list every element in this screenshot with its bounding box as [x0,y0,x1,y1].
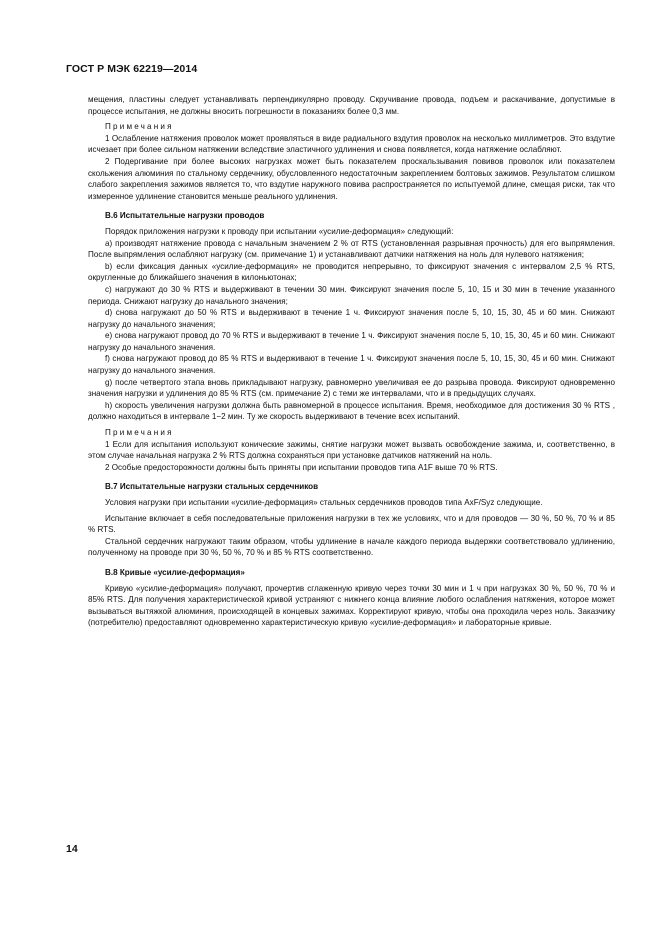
list-item: а) производят натяжение провода с начальным значением 2 % от RTS (установленная разрывная прочность) для его выпрямления. После выпрямления ослабляют нагрузку (см. примечание 1) и устанавливают датчики натяжения на ноль для нулевого натяжения; [88,238,615,260]
paragraph: Испытание включает в себя последовательные приложения нагрузки в тех же условиях, что и для проводов — 30 %, 50 %, 70 % и 85 % RTS. [88,513,615,535]
paragraph: Кривую «усилие-деформация» получают, прочертив сглаженную кривую через точки 30 мин и 1 ч при нагрузках 30 %, 50 %, 70 % и 85% RTS. Для получения характеристической кривой устраняют с нижнего конца влияние любого ослабления натяжения, которое может вызываться вытяжкой алюминия, происходящей в концевых зажимах. Корректируют кривую, чтобы она проходила через ноль. Заказчику (потребителю) предоставляют одновременно характеристическую кривую «усилие-деформация» и лабораторные кривые. [88,583,615,628]
note-item: 2 Особые предосторожности должны быть приняты при испытании проводов типа A1F выше 70 % RTS. [105,462,498,472]
list-item: f) снова нагружают провод до 85 % RTS и выдерживают в течение 1 ч. Фиксируют значения после 5, 10, 15, 30, 45 и 60 мин. Снижают нагрузку до начального значения. [88,354,615,376]
notes-title: Примечания [105,122,174,132]
page-number: 14 [66,843,78,855]
note-item: 2 Подергивание при более высоких нагрузках может быть показателем проскальзывания повивов проволок или показателем скольжения алюминия по стальному сердечнику, обусловленного недостаточным закреплением болтовых зажимов. Результатом слишком слабого закрепления зажимов является то, что вздутие наружного повива распространяется по испытуемой длине, смещая риски, так что измеренное удлинение становится меньше реального удлинения. [88,156,615,201]
note-item: 1 Ослабление натяжения проволок может проявляться в виде радиального вздутия проволок на несколько миллиметров. Это вздутие исчезает при более сильном натяжении вследствие эластичного удлинения и снова появляется, когда натяжение ослабляют. [88,133,615,155]
section-heading-b8: В.8 Кривые «усилие-деформация» [105,567,245,577]
intro-paragraph: мещения, пластины следует устанавливать перпендикулярно проводу. Скручивание провода, подъем и раскачивание, допустимые в процессе испытания, не должны вносить погрешности в показаниях более 0,3 мм. [88,95,615,116]
list-item: g) после четвертого этапа вновь прикладывают нагрузку, равномерно увеличивая ее до разрыва провода. Фиксируют одновременно значения нагрузки и удлинения до 85 % RTS (см. примечание 2) с теми же интервалами, что и в предыдущих случаях. [88,377,615,399]
notes-title: Примечания [105,428,174,438]
section-heading-b6: В.6 Испытательные нагрузки проводов [105,211,265,221]
list-item: d) снова нагружают до 50 % RTS и выдерживают в течение 1 ч. Фиксируют значения после 5, 10, 15, 30, 45 и 60 мин. Снижают нагрузку до начального значения; [88,308,615,329]
document-header: ГОСТ Р МЭК 62219—2014 [66,63,198,75]
paragraph: Условия нагрузки при испытании «усилие-деформация» стальных сердечников проводов типа AxF/Syz следующие. [105,498,543,507]
list-item: e) снова нагружают провод до 70 % RTS и выдерживают в течение 1 ч. Фиксируют значения после 5, 10, 15, 30, 45 и 60 мин. Снижают нагрузку до начального значения. [88,331,615,352]
paragraph: Порядок приложения нагрузки к проводу при испытании «усилие-деформация» следующий: [105,226,454,236]
section-heading-b7: В.7 Испытательные нагрузки стальных сердечников [105,482,319,492]
list-item: h) скорость увеличения нагрузки должна быть равномерной в процессе испытания. Время, необходимое для достижения 30 % RTS , должно находиться в интервале 1−2 мин. Ту же скорость выдерживают в течение всех испытаний. [88,400,615,422]
list-item: b) если фиксация данных «усилие-деформация» не проводится непрерывно, то фиксируют значения с интервалом 2,5 % RTS, округленные до ближайшего значения в килоньютонах; [88,261,615,283]
paragraph: Стальной сердечник нагружают таким образом, чтобы удлинение в начале каждого периода выдержки соответствовало удлинению, полученному на проводе при 30 %, 50 %, 70 % и 85 % RTS соответственно. [88,536,615,558]
list-item: c) нагружают до 30 % RTS и выдерживают в течении 30 мин. Фиксируют значения после 5, 10, 15 и 30 мин в течение указанного периода. Снижают нагрузку до начального значения; [88,284,615,306]
note-item: 1 Если для испытания используют конические зажимы, снятие нагрузки может вызвать освобождение зажима, и, соответственно, в этом случае начальная нагрузка 2 % RTS должна сохраняться при установке датчиков натяжений на ноль. [88,439,615,461]
page-body [88,94,615,629]
